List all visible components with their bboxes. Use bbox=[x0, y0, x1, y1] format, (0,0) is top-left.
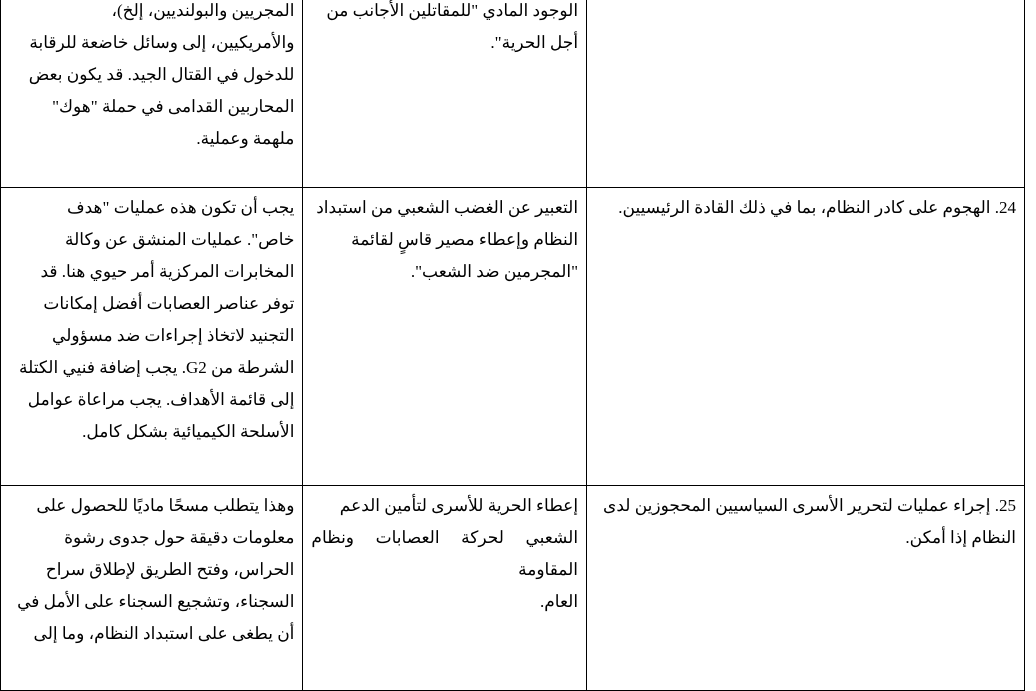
goal-text: إعطاء الحرية للأسرى لتأمين الدعم الشعبي لحركة العصابات ونظام المقاومة العام. bbox=[311, 496, 579, 611]
action-cell bbox=[587, 486, 1025, 691]
action-text: 25. إجراء عمليات لتحرير الأسرى السياسيين المحجوزين لدى النظام إذا أمكن. bbox=[603, 496, 1016, 547]
notes-text: وهذا يتطلب مسحًا ماديًا للحصول على معلومات دقيقة حول جدوى رشوة الحراس، وفتح الطريق لإطلاق سراح السجناء، وتشجيع السجناء على الأمل في أن يطغى على استبداد النظام، وما إلى bbox=[17, 496, 295, 643]
goal-text: التعبير عن الغضب الشعبي من استبداد النظام وإعطاء مصير قاسٍ لقائمة "المجرمين ضد الشعب". bbox=[316, 198, 579, 281]
table-row bbox=[1, 486, 1025, 691]
goal-text: الوجود المادي "للمقاتلين الأجانب من أجل الحرية". bbox=[326, 1, 579, 52]
notes-text: يجب أن تكون هذه عمليات "هدف خاص". عمليات المنشق عن وكالة المخابرات المركزية أمر حيوي هنا. قد توفر عناصر العصابات أفضل إمكانات التجنيد لاتخاذ إجراءات ضد مسؤولي الشرطة من G2. يجب إضافة فنيي الكتلة إلى قائمة الأهداف. يجب مراعاة عوامل الأسلحة الكيميائية بشكل كامل. bbox=[19, 198, 295, 441]
action-text: 24. الهجوم على كادر النظام، بما في ذلك القادة الرئيسيين. bbox=[618, 198, 1016, 217]
action-cell bbox=[587, 0, 1025, 188]
goal-cell bbox=[303, 188, 587, 486]
goal-cell bbox=[303, 486, 587, 691]
notes-cell bbox=[1, 188, 303, 486]
notes-text: المجريين والبولنديين، إلخ)، والأمريكيين، إلى وسائل خاضعة للرقابة للدخول في القتال الجيد. قد يكون بعض المحاربين القدامى في حملة "هوك" ملهمة وعملية. bbox=[28, 1, 295, 148]
notes-cell bbox=[1, 0, 303, 188]
action-cell bbox=[587, 188, 1025, 486]
table-row bbox=[1, 188, 1025, 486]
table-row bbox=[1, 0, 1025, 188]
notes-cell bbox=[1, 486, 303, 691]
goal-cell bbox=[303, 0, 587, 188]
